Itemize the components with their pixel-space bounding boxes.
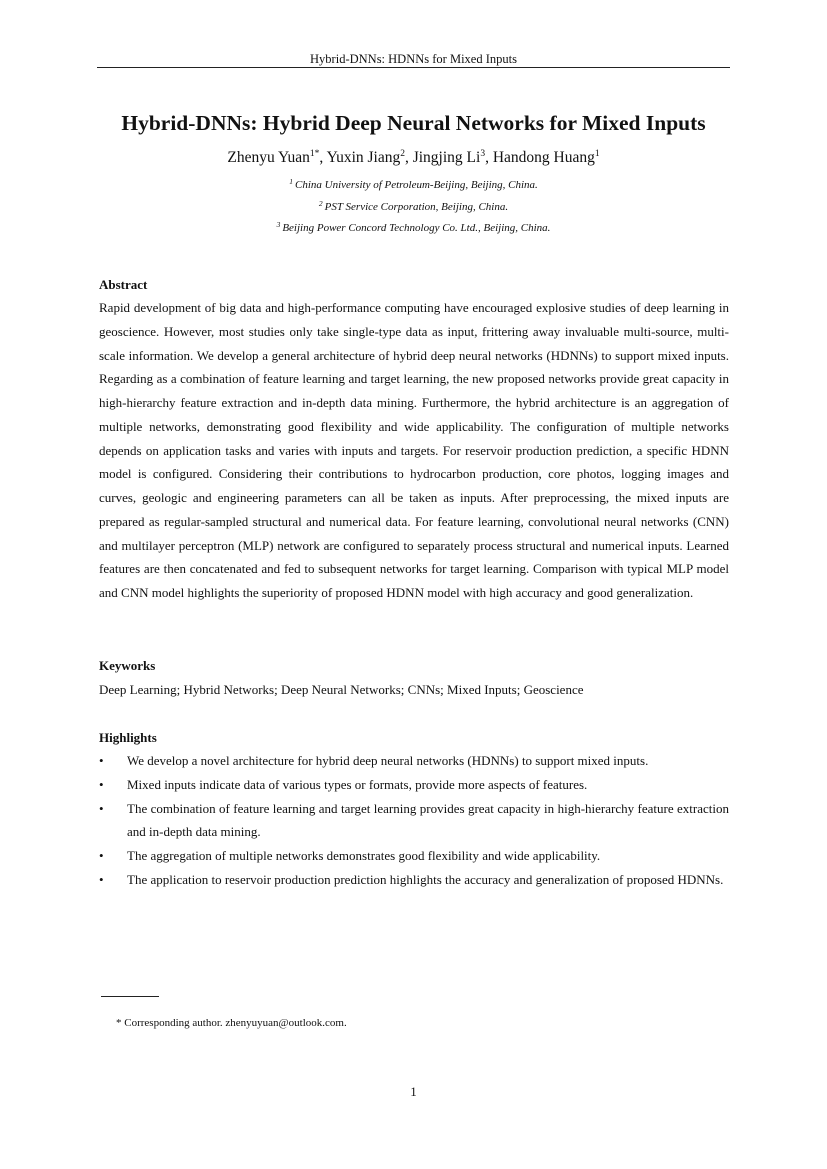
highlight-item [99, 844, 729, 868]
author-list [60, 148, 767, 168]
corresponding-author-footnote: * Corresponding author. zhenyuyuan@outlook.com. [116, 1017, 347, 1029]
affiliation-text: China University of Petroleum-Beijing, Beijing, China. [294, 179, 538, 191]
paper-title: Hybrid-DNNs: Hybrid Deep Neural Networks for Mixed Inputs [121, 111, 706, 135]
affiliation [60, 200, 767, 214]
highlight-item [99, 868, 729, 892]
author-name: Jingjing Li [412, 149, 481, 166]
abstract-heading: Abstract [99, 277, 148, 292]
highlight-item [99, 749, 729, 773]
running-head: Hybrid-DNNs: HDNNs for Mixed Inputs [310, 52, 517, 66]
bullet-marker: • [99, 800, 104, 816]
keywords-list: Deep Learning; Hybrid Networks; Deep Neural Networks; CNNs; Mixed Inputs; Geoscience [99, 682, 584, 697]
affiliation-text: Beijing Power Concord Technology Co. Ltd., Beijing, China. [282, 222, 551, 234]
highlights-heading: Highlights [99, 730, 157, 745]
author-separator: , [404, 149, 413, 166]
highlight-text: The aggregation of multiple networks demonstrates good flexibility and wide applicability. [127, 848, 601, 863]
header-rule [97, 67, 730, 68]
keywords-heading: Keyworks [99, 658, 156, 673]
bullet-marker: • [99, 871, 104, 887]
author-name: Zhenyu Yuan [227, 149, 310, 166]
affiliation [60, 178, 767, 192]
affiliation-mark: 2 [318, 199, 323, 208]
highlight-text: The application to reservoir production prediction highlights the accuracy and generalization of proposed HDNNs. [127, 871, 724, 887]
footnote-rule [101, 996, 159, 997]
author-separator: , [485, 149, 493, 166]
author-name: Handong Huang [492, 149, 595, 166]
author-name: Yuxin Jiang [326, 149, 401, 166]
affiliation-mark: 3 [276, 220, 281, 229]
highlights-list [99, 749, 729, 892]
affiliation-text: PST Service Corporation, Beijing, China. [324, 201, 509, 213]
page-number: 1 [410, 1084, 417, 1099]
bullet-marker: • [99, 776, 104, 792]
affiliation-mark: 1 [289, 177, 293, 186]
bullet-marker: • [99, 753, 104, 768]
abstract-body: Rapid development of big data and high-performance computing have encouraged explosive studies of deep learning in geoscience. However, most studies only take single-type data as input, frittering away invaluable multi-source, multi-scale information. We develop a general architecture of hybrid deep neural networks (HDNNs) to support mixed inputs. Regarding as a combination of feature learning and target learning, the new proposed networks provide great capacity in high-hierarchy feature extraction and in-depth data mining. Furthermore, the hybrid architecture is an aggregation of multiple networks, demonstrating good flexibility and wide applicability. The configuration of multiple networks depends on application tasks and varies with inputs and targets. For reservoir production prediction, a specific HDNN model is configured. Considering their contributions to hydrocarbon production, core photos, logging images and curves, geologic and engineering parameters can all be taken as inputs. After preprocessing, the mixed inputs are prepared as regular-sampled structural and numerical data. For feature learning, convolutional neural networks (CNN) and multilayer perceptron (MLP) network are configured to separately process structural and numerical inputs. Learned features are then concatenated and fed to subsequent networks for target learning. Comparison with typical MLP model and CNN model highlights the superiority of proposed HDNN model with high accuracy and good generalization. [99, 300, 729, 600]
highlight-text: Mixed inputs indicate data of various types or formats, provide more aspects of features. [127, 776, 588, 792]
highlight-text: We develop a novel architecture for hybrid deep neural networks (HDNNs) to support mixed inputs. [127, 753, 649, 768]
author-affiliation-mark: 2 [400, 149, 405, 159]
highlight-item [99, 797, 729, 845]
author-affiliation-mark: 1* [309, 149, 320, 159]
author-affiliation-mark: 3 [480, 149, 486, 159]
affiliation [60, 221, 767, 235]
highlight-item [99, 773, 729, 797]
highlight-text: The combination of feature learning and target learning provides great capacity in high-hierarchy feature extraction and in-depth data mining. [127, 800, 729, 840]
bullet-marker: • [99, 848, 104, 863]
author-separator: , [319, 149, 327, 166]
author-affiliation-mark: 1 [594, 149, 600, 159]
